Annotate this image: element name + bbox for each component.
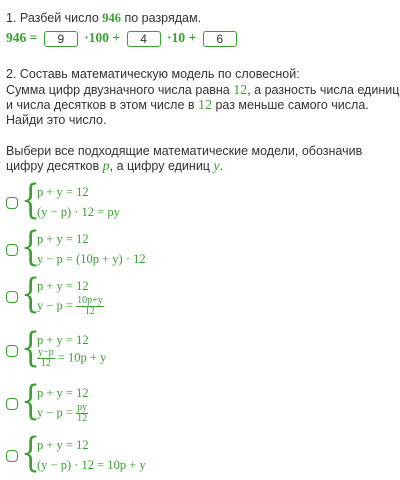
- option-3[interactable]: [4, 271, 304, 317]
- option-2[interactable]: [4, 224, 304, 270]
- task2-line1: 2. Составь математическую модель по словесной:: [6, 67, 300, 81]
- option-2-eq1: p + y = 12: [37, 232, 89, 246]
- eq-mul-100: ·100 +: [84, 30, 121, 45]
- option-1-eq1: p + y = 12: [37, 185, 89, 199]
- instruction-line1: Выбери все подходящие математические модели, обозначив: [6, 144, 363, 158]
- instruction-line2: цифру десятков p, а цифру единиц y.: [6, 159, 224, 174]
- task2-line2: Сумма цифр двузначного числа равна 12, а разность числа единиц: [6, 83, 400, 98]
- option-5-eq2: y − p = $\frac{py}{12}$: [37, 402, 88, 424]
- brace-icon: {: [21, 271, 41, 317]
- option-3-eq2: y − p = $\frac{10p+y}{12}$: [37, 295, 103, 317]
- digit-hundreds-input[interactable]: 9: [44, 31, 78, 47]
- option-4-eq1: p + y = 12: [37, 333, 89, 347]
- option-1-eq2: (y − p) · 12 = py: [37, 205, 120, 219]
- digit-units-input[interactable]: 6: [203, 31, 237, 47]
- option-3-eq1: p + y = 12: [37, 279, 89, 293]
- task1-text: 1. Разбей число 946 по разрядам.: [6, 11, 202, 25]
- task2-line4: Найди это число.: [6, 113, 107, 127]
- eq-mul-10: ·10 +: [167, 30, 197, 45]
- eq-left: 946 =: [6, 30, 38, 45]
- option-6[interactable]: [4, 430, 304, 476]
- option-2-eq2: y − p = (10p + y) · 12: [37, 252, 146, 266]
- option-4-eq2: $\frac{y-p}{12}$ = 10p + y: [38, 347, 107, 369]
- option-5-checkbox[interactable]: [6, 398, 18, 410]
- option-6-checkbox[interactable]: [6, 450, 18, 462]
- digit-tens-input[interactable]: 4: [127, 31, 161, 47]
- task1-equation: [6, 30, 240, 46]
- option-1[interactable]: [4, 177, 304, 223]
- option-2-checkbox[interactable]: [6, 244, 18, 256]
- option-5-eq1: p + y = 12: [37, 386, 89, 400]
- option-6-eq2: (y − p) · 12 = 10p + y: [37, 458, 146, 472]
- task1-number: 946: [102, 11, 122, 25]
- option-4[interactable]: [4, 325, 304, 371]
- option-1-checkbox[interactable]: [6, 197, 18, 209]
- option-6-eq1: p + y = 12: [37, 438, 89, 452]
- brace-icon: {: [21, 378, 41, 424]
- brace-icon: {: [21, 177, 41, 223]
- option-3-checkbox[interactable]: [6, 291, 18, 303]
- brace-icon: {: [21, 325, 41, 371]
- brace-icon: {: [21, 430, 41, 476]
- option-5[interactable]: [4, 378, 304, 424]
- brace-icon: {: [21, 224, 41, 270]
- task2-line3: и числа десятков в этом числе в 12 раз меньше самого числа.: [6, 98, 369, 113]
- option-4-checkbox[interactable]: [6, 345, 18, 357]
